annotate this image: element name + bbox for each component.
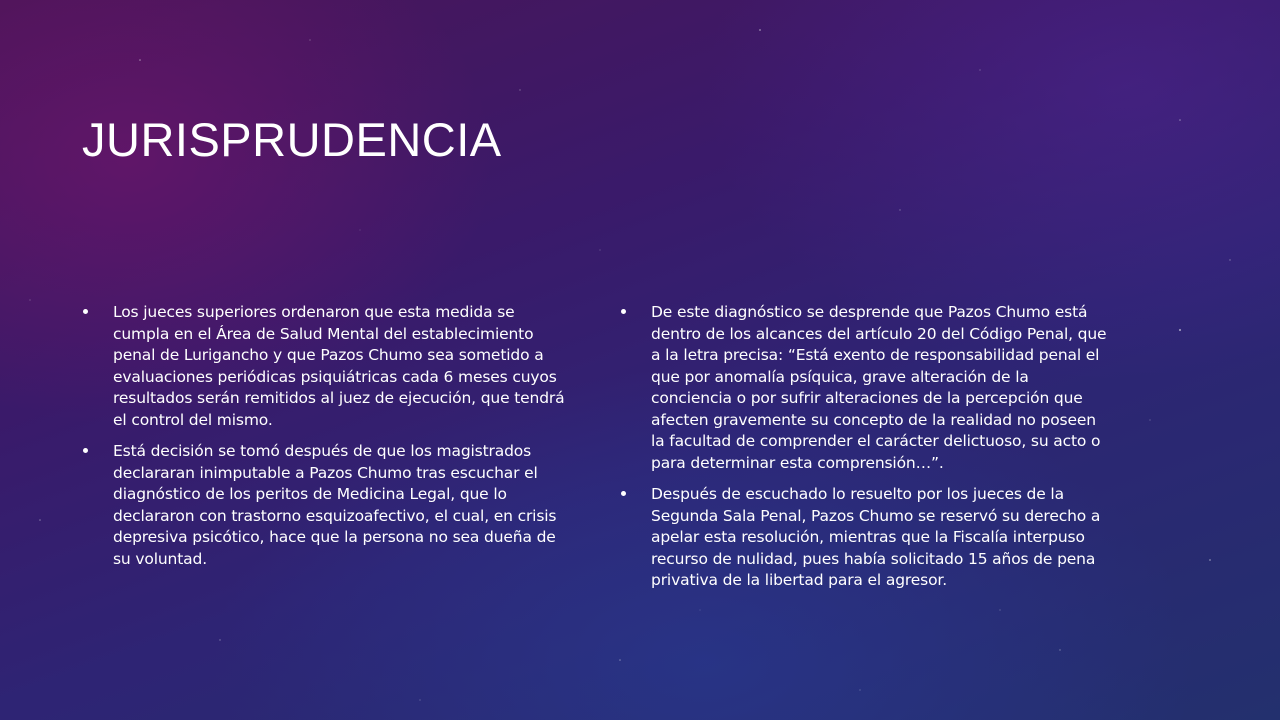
bullet-icon	[621, 491, 626, 496]
left-column-bullet-list	[82, 302, 572, 580]
bullet-text: Los jueces superiores ordenaron que esta medida se cumpla en el Área de Salud Mental del establecimiento penal de Lurigancho y que Pazos Chumo sea sometido a evaluaciones periódicas psiquiátricas cada 6 meses cuyos resultados serán remitidos al juez de ejecución, que tendrá el control del mismo.	[113, 303, 565, 429]
bullet-text: Después de escuchado lo resuelto por los jueces de la Segunda Sala Penal, Pazos Chumo se reservó su derecho a apelar esta resolución, mientras que la Fiscalía interpuso recurso de nulidad, pues había solicitado 15 años de pena privativa de la libertad para el agresor.	[651, 485, 1101, 589]
list-item	[620, 302, 1110, 474]
list-item	[82, 441, 572, 570]
bullet-icon	[83, 448, 88, 453]
right-column-bullet-list	[620, 302, 1110, 602]
slide-title: JURISPRUDENCIA	[82, 113, 502, 166]
list-item	[620, 484, 1110, 592]
bullet-icon	[83, 309, 88, 314]
bullet-text: Está decisión se tomó después de que los magistrados declararan inimputable a Pazos Chumo tras escuchar el diagnóstico de los peritos de Medicina Legal, que lo declararon con trastorno esquizoafectivo, el cual, en crisis depresiva psicótico, hace que la persona no sea dueña de su voluntad.	[113, 442, 557, 568]
bullet-text: De este diagnóstico se desprende que Pazos Chumo está dentro de los alcances del artículo 20 del Código Penal, que a la letra precisa: “Está exento de responsabilidad penal el que por anomalía psíquica, grave alteración de la conciencia o por sufrir alteraciones de la percepción que afecten gravemente su concepto de la realidad no poseen la facultad de comprender el carácter delictuoso, su acto o para determinar esta comprensión…”.	[651, 303, 1107, 472]
list-item	[82, 302, 572, 431]
bullet-icon	[621, 309, 626, 314]
